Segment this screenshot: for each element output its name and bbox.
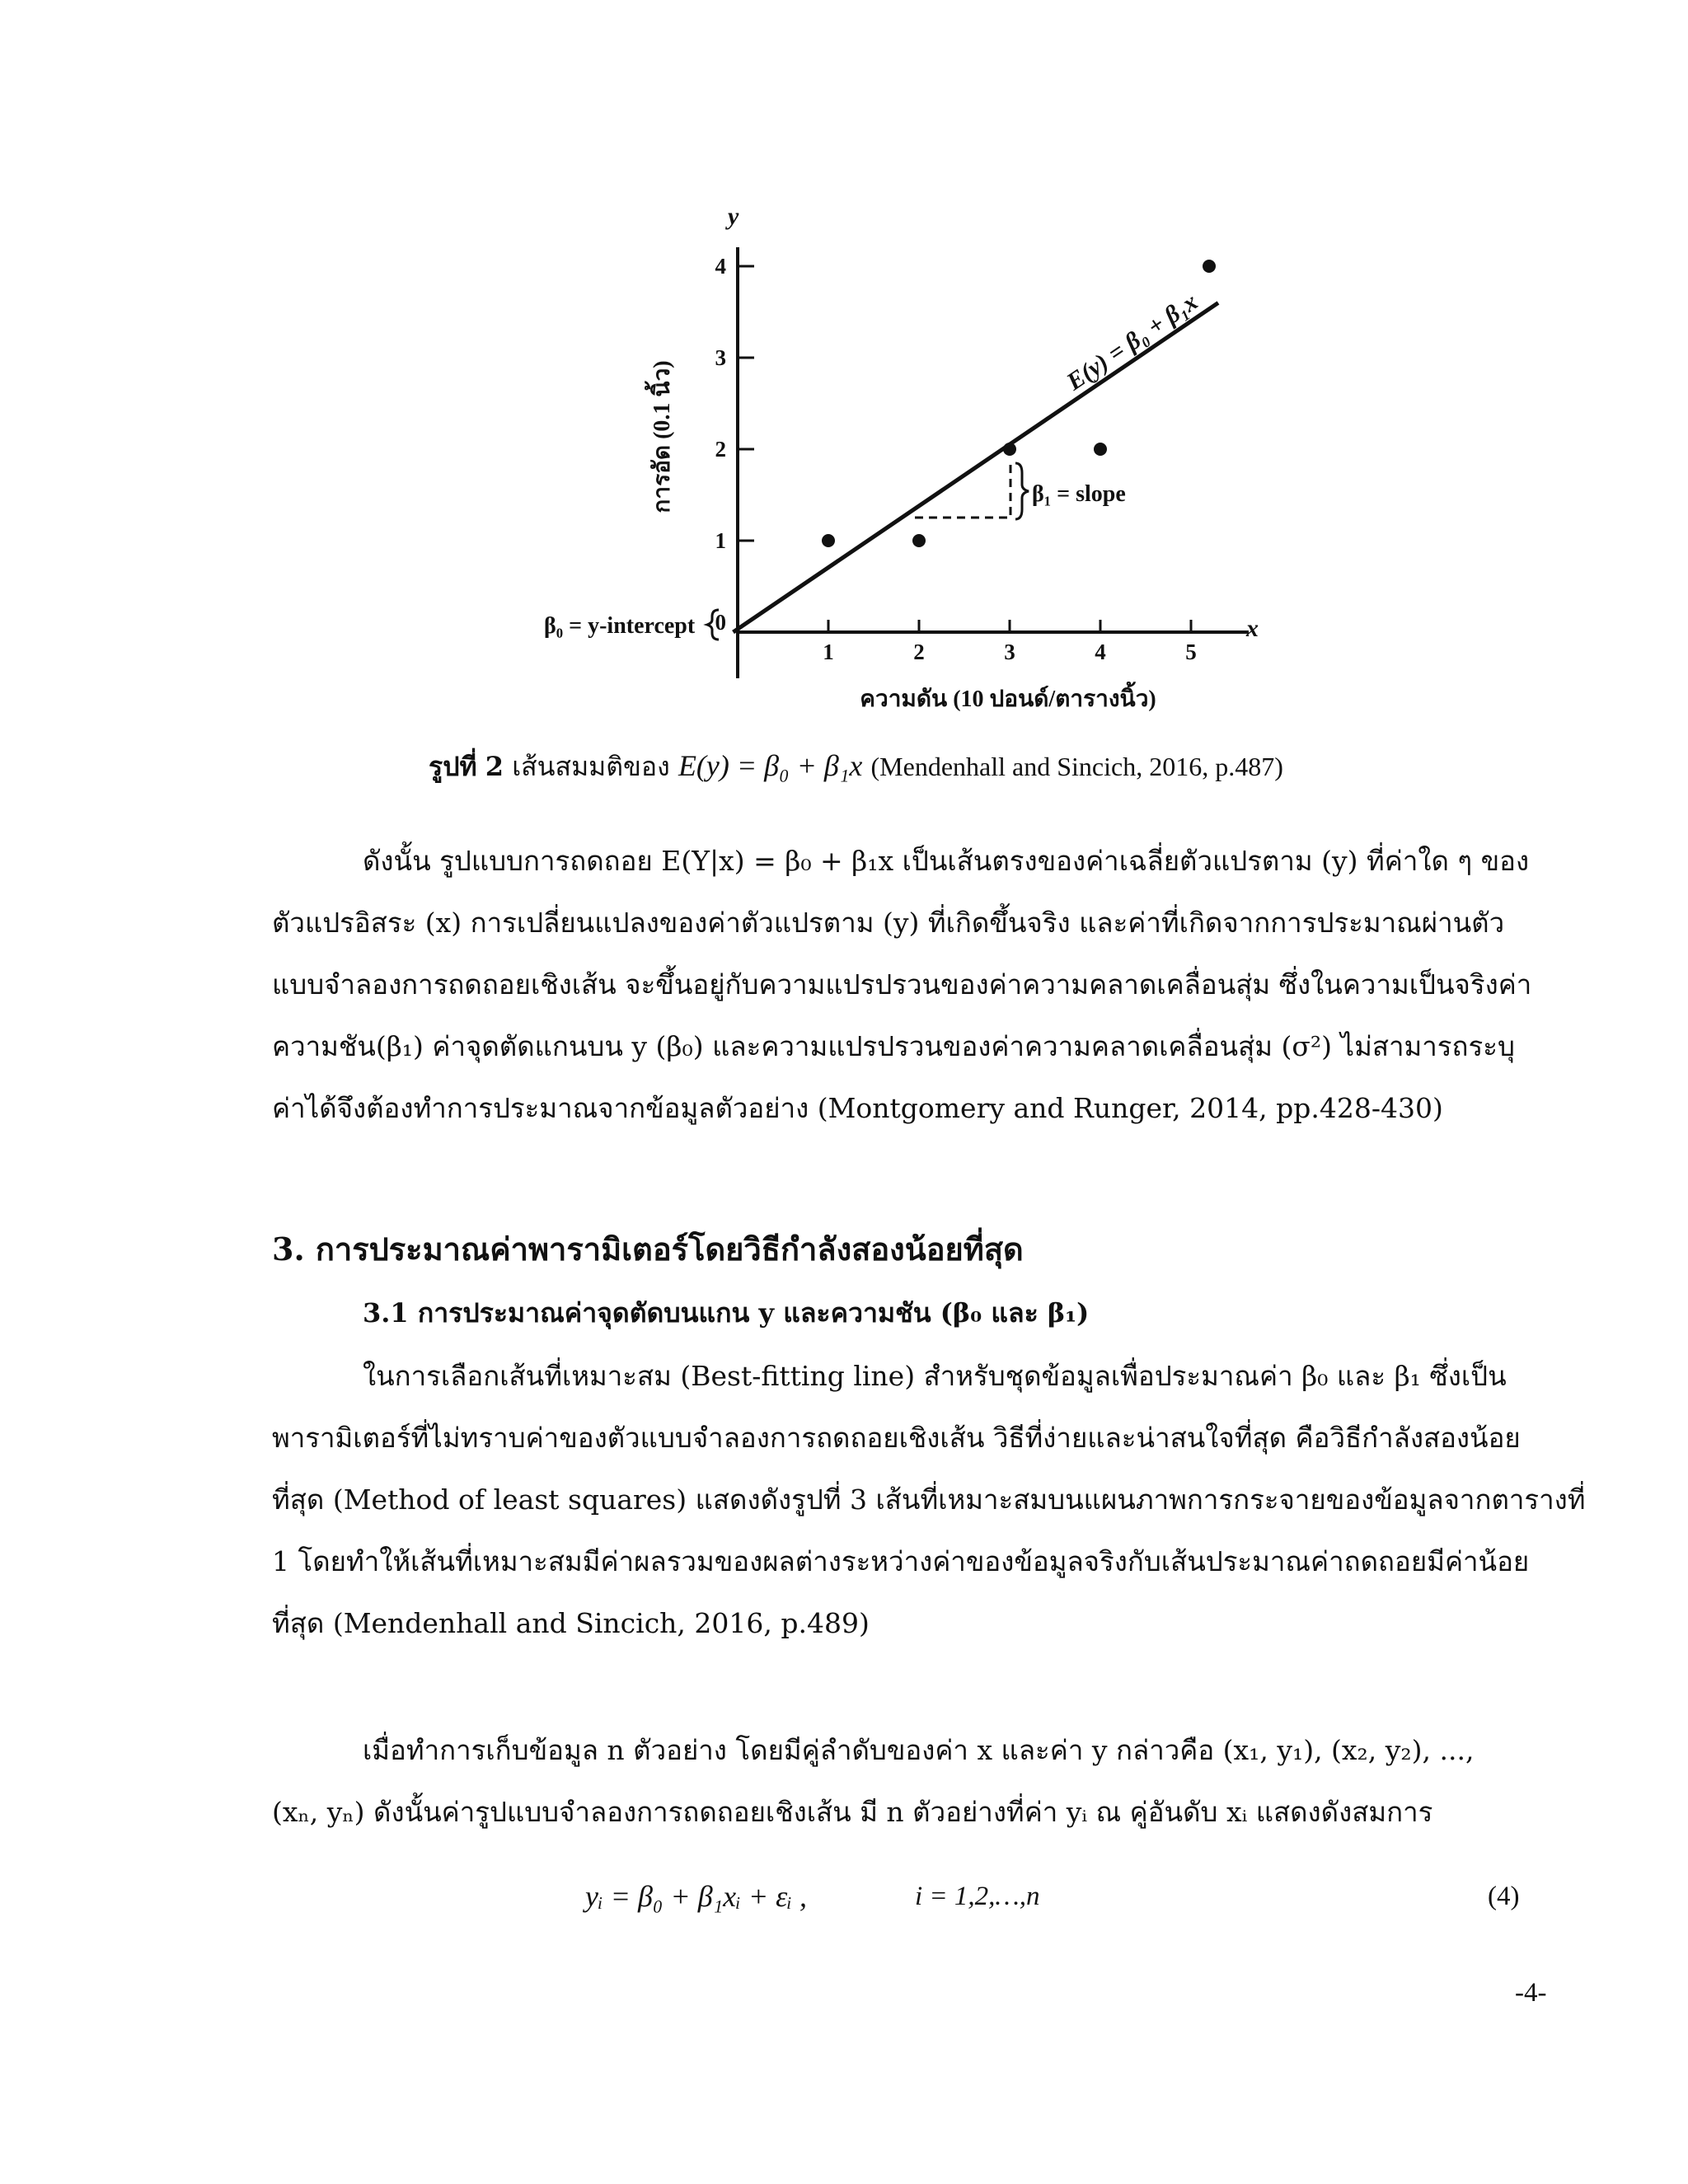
y-tick-label: 0 xyxy=(715,610,726,635)
para1-line-1: ดังนั้น รูปแบบการถดถอย E(Y|x) = β₀ + β₁x เป็นเส้นตรงของค่าเฉลี่ยตัวแปรตาม (y) ที่ค่าใด ๆ ของ xyxy=(363,845,1530,877)
para2-line-1: ในการเลือกเส้นที่เหมาะสม (Best-fitting line) สำหรับชุดข้อมูลเพื่อประมาณค่า β₀ และ β₁ ซึ่งเป็น xyxy=(363,1360,1507,1392)
caption-citation: (Mendenhall and Sincich, 2016, p.487) xyxy=(870,752,1283,781)
x-axis-label: ความดัน (10 ปอนด์/ตารางนิ้ว) xyxy=(860,687,1156,712)
caption-label: รูปที่ xyxy=(429,751,477,782)
section-heading-3: 3. การประมาณค่าพารามิเตอร์โดยวิธีกำลังสองน้อยที่สุด xyxy=(272,1230,1024,1268)
para1-line-5: ค่าได้จึงต้องทำการประมาณจากข้อมูลตัวอย่าง (Montgomery and Runger, 2014, pp.428-430) xyxy=(272,1092,1443,1124)
para2-line-2: พารามิเตอร์ที่ไม่ทราบค่าของตัวแบบจำลองการถดถอยเชิงเส้น วิธีที่ง่ายและน่าสนใจที่สุด คือวิธีกำลังสองน้อย xyxy=(272,1422,1521,1454)
x-tick-label: 3 xyxy=(1004,640,1015,664)
data-point xyxy=(1003,443,1016,456)
data-point xyxy=(822,534,835,547)
caption-number: 2 xyxy=(485,751,504,782)
page-number: -4- xyxy=(1515,1978,1547,2008)
intercept-annotation: β₀ = y-intercept xyxy=(544,613,696,639)
data-point xyxy=(912,534,926,547)
equation-4-formula: yᵢ = β₀ + β₁xᵢ + εᵢ , xyxy=(585,1880,807,1913)
para3-line-1: เมื่อทำการเก็บข้อมูล n ตัวอย่าง โดยมีคู่ลำดับของค่า x และค่า y กล่าวคือ (x₁, y₁), (x₂, y₂), ..., xyxy=(363,1734,1475,1766)
equation-4-range: i = 1,2,…,n xyxy=(915,1882,1040,1911)
x-axis-name: x xyxy=(1246,615,1259,642)
y-axis-name: y xyxy=(728,203,739,230)
y-tick-label: 1 xyxy=(715,528,726,553)
para1-line-4: ความชัน(β₁) ค่าจุดตัดแกนบน y (β₀) และความแปรปรวนของค่าความคลาดเคลื่อนสุ่ม (σ²) ไม่สามารถระบุ xyxy=(272,1030,1515,1062)
regression-figure xyxy=(528,198,1259,725)
axis-ticks xyxy=(715,254,1197,664)
data-point xyxy=(1203,260,1216,273)
para1-line-3: แบบจำลองการถดถอยเชิงเส้น จะขึ้นอยู่กับความแปรปรวนของค่าความคลาดเคลื่อนสุ่ม ซึ่งในความเป็นจริงค่า xyxy=(272,968,1532,1001)
data-point xyxy=(1094,443,1107,456)
para3-line-2: (xₙ, yₙ) ดังนั้นค่ารูปแบบจำลองการถดถอยเชิงเส้น มี n ตัวอย่างที่ค่า yᵢ ณ คู่อันดับ xᵢ แสดงดังสมการ xyxy=(272,1796,1433,1828)
y-tick-label: 4 xyxy=(715,254,726,279)
regression-line-group xyxy=(734,288,1219,632)
para1-line-2: ตัวแปรอิสระ (x) การเปลี่ยนแปลงของค่าตัวแปรตาม (y) ที่เกิดขึ้นจริง และค่าที่เกิดจากการประมาณผ่านตัว xyxy=(272,907,1505,939)
equation-4-number: (4) xyxy=(1488,1882,1520,1911)
section-heading-3-1: 3.1 การประมาณค่าจุดตัดบนแกน y และความชัน (β₀ และ β₁) xyxy=(363,1297,1090,1329)
x-tick-label: 5 xyxy=(1185,640,1197,664)
y-axis-label: การอัด (0.1 นิ้ว) xyxy=(649,360,675,513)
slope-annotation: β₁ = slope xyxy=(1032,481,1126,507)
regression-line xyxy=(734,302,1219,632)
caption-formula: E(y) = β₀ + β₁x xyxy=(678,749,863,782)
para2-line-5: ที่สุด (Mendenhall and Sincich, 2016, p.489) xyxy=(272,1607,870,1639)
y-tick-label: 2 xyxy=(715,437,726,462)
x-tick-label: 2 xyxy=(913,640,925,664)
y-tick-label: 3 xyxy=(715,345,726,370)
data-points xyxy=(822,260,1216,547)
para2-line-4: 1 โดยทำให้เส้นที่เหมาะสมมีค่าผลรวมของผลต่างระหว่างค่าของข้อมูลจริงกับเส้นประมาณค่าถดถอยมีค่าน้อย xyxy=(272,1545,1530,1577)
x-tick-label: 1 xyxy=(823,640,834,664)
para2-line-3: ที่สุด (Method of least squares) แสดงดังรูปที่ 3 เส้นที่เหมาะสมบนแผนภาพการกระจายของข้อมูลจากตารางที่ xyxy=(272,1483,1586,1516)
figure-caption xyxy=(429,746,1500,788)
caption-text: เส้นสมมติของ xyxy=(512,751,670,782)
x-tick-label: 4 xyxy=(1095,640,1106,664)
regression-line-label: E(y) = β₀ + β₁x xyxy=(1062,288,1203,396)
